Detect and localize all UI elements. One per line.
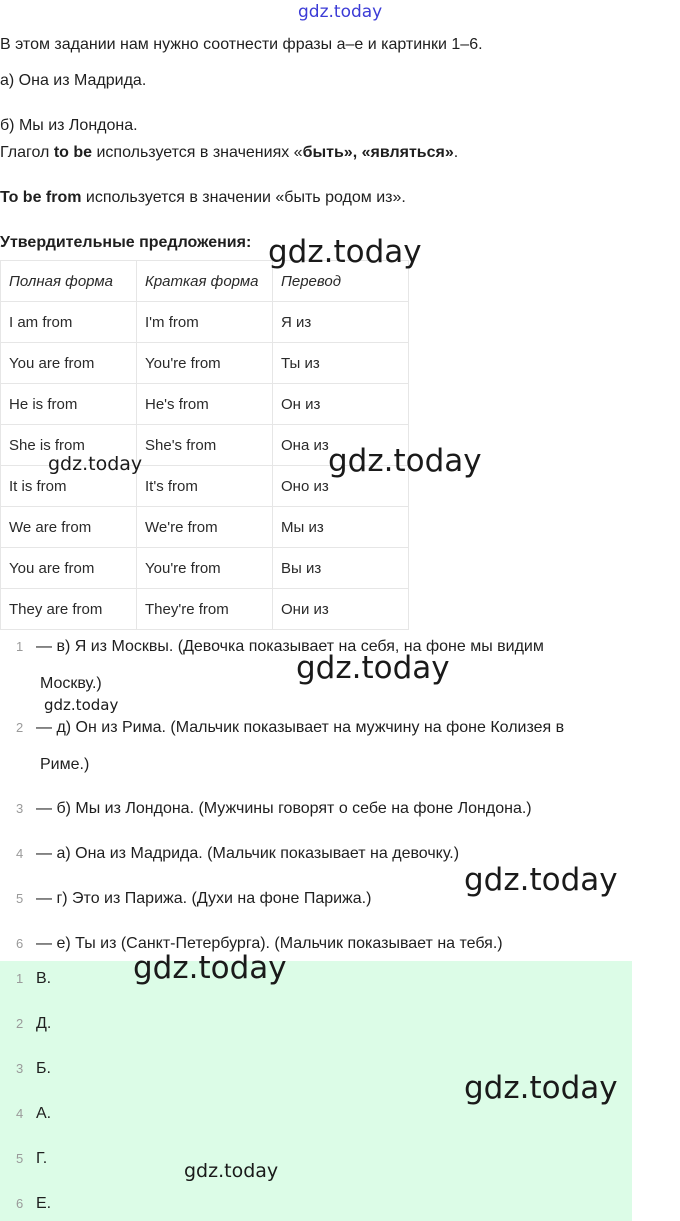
cell-translation: Она из	[273, 425, 409, 466]
cell-translation: Они из	[273, 589, 409, 630]
cell-full: They are from	[1, 589, 137, 630]
cell-short: She's from	[137, 425, 273, 466]
intro-text: В этом задании нам нужно соотнести фразы a–e и картинки 1–6.	[0, 36, 483, 53]
example-b: б) Мы из Лондона.	[0, 117, 138, 134]
watermark: gdz.today	[464, 1070, 618, 1106]
cell-short: You're from	[137, 343, 273, 384]
list-text: — в) Я из Москвы. (Девочка показывает на себя, на фоне мы видим	[36, 638, 544, 655]
list-text-continued: Москву.)	[40, 675, 102, 692]
from-note-rest: используется в значении «быть родом из».	[81, 189, 406, 206]
table-row	[1, 507, 409, 548]
list-text: — е) Ты из (Санкт-Петербурга). (Мальчик показывает на тебя.)	[36, 935, 503, 952]
list-number: 5	[16, 891, 24, 906]
verb-note-part2: используется в значениях «	[92, 144, 303, 161]
answer-text: А.	[36, 1105, 52, 1122]
cell-translation: Я из	[273, 302, 409, 343]
cell-short: They're from	[137, 589, 273, 630]
answer-number: 4	[16, 1106, 24, 1121]
cell-translation: Ты из	[273, 343, 409, 384]
list-number: 2	[16, 720, 24, 735]
verb-note-bold2: быть», «являться»	[302, 144, 454, 161]
watermark: gdz.today	[296, 650, 450, 686]
cell-short: He's from	[137, 384, 273, 425]
cell-full: She is from	[1, 425, 137, 466]
cell-translation: Оно из	[273, 466, 409, 507]
answer-number: 3	[16, 1061, 24, 1076]
list-number: 6	[16, 936, 24, 951]
list-text-continued: Риме.)	[40, 756, 90, 773]
verb-note-bold1: to be	[53, 144, 93, 161]
verb-note	[0, 143, 458, 163]
header-translation: Перевод	[273, 261, 409, 302]
list-text: — д) Он из Рима. (Мальчик показывает на мужчину на фоне Колизея в	[36, 719, 565, 736]
answer-text: Д.	[36, 1015, 52, 1032]
cell-translation: Он из	[273, 384, 409, 425]
verb-note-part3: .	[453, 144, 459, 161]
watermark: gdz.today	[184, 1160, 279, 1182]
answer-text: Г.	[36, 1150, 48, 1167]
answer-number: 6	[16, 1196, 24, 1211]
table-row	[1, 302, 409, 343]
answer-text: Б.	[36, 1060, 51, 1077]
answer-number: 2	[16, 1016, 24, 1031]
cell-short: We're from	[137, 507, 273, 548]
list-text: — г) Это из Парижа. (Духи на фоне Парижа.)	[36, 890, 372, 907]
list-number: 4	[16, 846, 24, 861]
cell-full: You are from	[1, 548, 137, 589]
answer-text: В.	[36, 970, 52, 987]
from-note	[0, 188, 406, 208]
watermark: gdz.today	[268, 234, 422, 270]
watermark: gdz.today	[44, 696, 119, 714]
cell-full: He is from	[1, 384, 137, 425]
watermark: gdz.today	[298, 2, 383, 22]
list-text: — б) Мы из Лондона. (Мужчины говорят о себе на фоне Лондона.)	[36, 800, 532, 817]
cell-full: I am from	[1, 302, 137, 343]
table-row	[1, 343, 409, 384]
list-number: 1	[16, 639, 24, 654]
watermark: gdz.today	[464, 862, 618, 898]
cell-full: It is from	[1, 466, 137, 507]
cell-short: It's from	[137, 466, 273, 507]
cell-translation: Вы из	[273, 548, 409, 589]
table-row	[1, 384, 409, 425]
cell-translation: Мы из	[273, 507, 409, 548]
verb-note-part1: Глагол	[0, 144, 54, 161]
answer-number: 1	[16, 971, 24, 986]
example-a: а) Она из Мадрида.	[0, 72, 147, 89]
header-full-form: Полная форма	[1, 261, 137, 302]
table-row	[1, 589, 409, 630]
watermark: gdz.today	[328, 443, 482, 479]
cell-full: We are from	[1, 507, 137, 548]
list-number: 3	[16, 801, 24, 816]
table-row	[1, 548, 409, 589]
watermark: gdz.today	[133, 950, 287, 986]
list-text: — а) Она из Мадрида. (Мальчик показывает на девочку.)	[36, 845, 460, 862]
watermark: gdz.today	[48, 453, 143, 475]
from-note-bold: To be from	[0, 189, 82, 206]
answer-text: Е.	[36, 1195, 52, 1212]
cell-full: You are from	[1, 343, 137, 384]
cell-short: You're from	[137, 548, 273, 589]
header-short-form: Краткая форма	[137, 261, 273, 302]
answer-number: 5	[16, 1151, 24, 1166]
affirmative-heading: Утвердительные предложения:	[0, 234, 252, 251]
cell-short: I'm from	[137, 302, 273, 343]
